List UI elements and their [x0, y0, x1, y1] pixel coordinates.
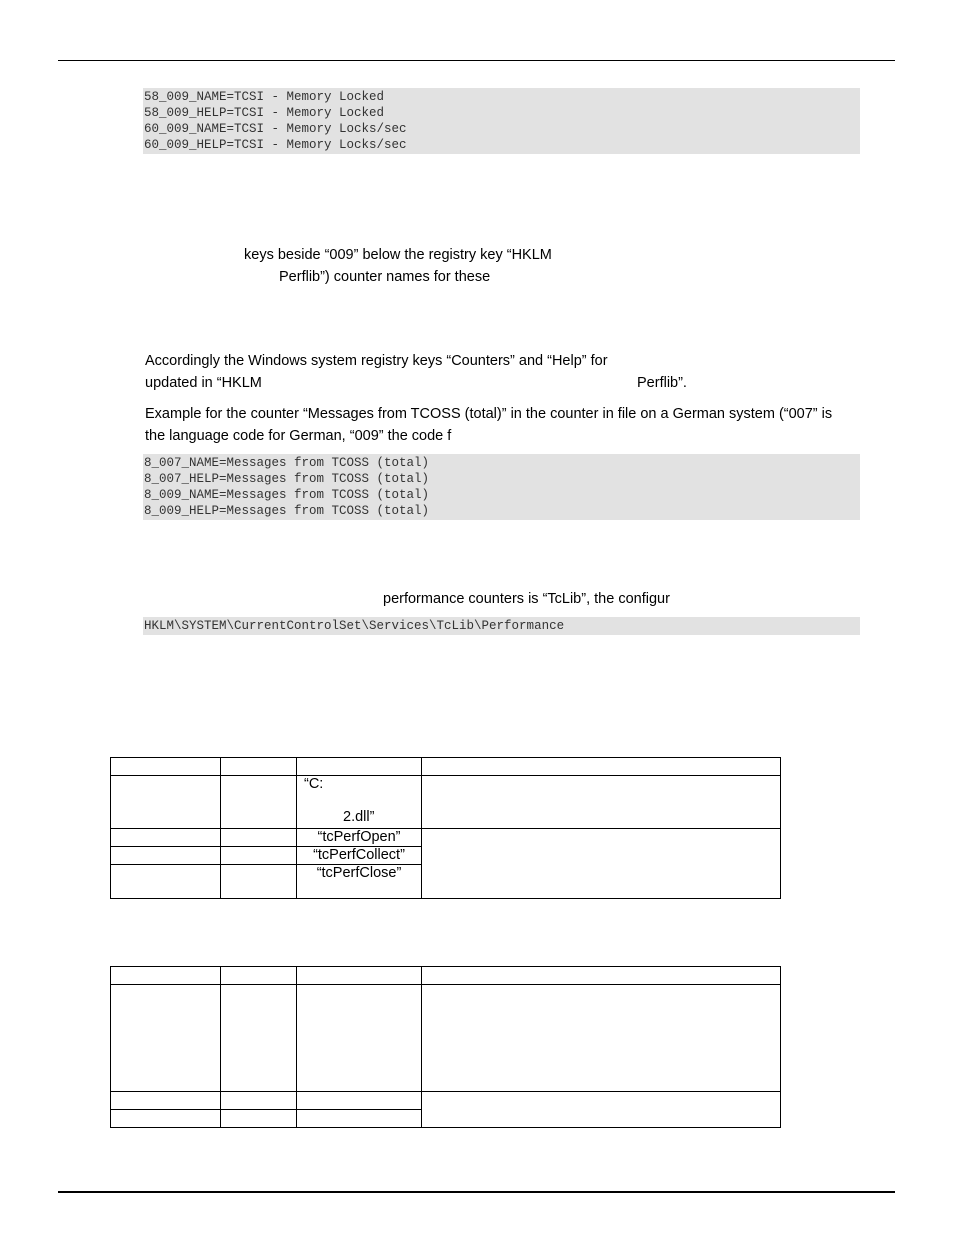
paragraph-registry-update-line2-end: Perflib”. [637, 375, 687, 391]
paragraph-line: the language code for German, “009” the code f [145, 428, 452, 444]
table-cell [111, 758, 221, 776]
table-cell [111, 847, 221, 865]
table-cell [111, 776, 221, 829]
table-cell [297, 1110, 422, 1128]
code-line: 60_009_HELP=TCSI - Memory Locks/sec [144, 138, 407, 152]
table-cell [221, 776, 297, 829]
code-block-messages-example [143, 454, 860, 520]
table-performance-settings [110, 966, 781, 1128]
table-cell [297, 1092, 422, 1110]
header-rule [58, 60, 895, 61]
table-cell [221, 1110, 297, 1128]
paragraph-registry-update-line1: Accordingly the Windows system registry keys “Counters” and “Help” for [145, 353, 608, 369]
paragraph-example-german [145, 403, 890, 447]
table-cell [422, 758, 781, 776]
table-cell [111, 829, 221, 847]
table-row [111, 985, 781, 1092]
table-cell [111, 985, 221, 1092]
table-cell-open-value: “tcPerfOpen” [297, 829, 422, 847]
code-line: 8_007_HELP=Messages from TCOSS (total) [144, 472, 430, 486]
table-cell [422, 1092, 781, 1128]
table-cell [422, 776, 781, 829]
table-cell [111, 1110, 221, 1128]
table-cell [422, 967, 781, 985]
dll-path-start: “C: [304, 776, 324, 792]
table-performance-config [110, 757, 781, 899]
text-fragment-registry-keys: keys beside “009” below the registry key “HKLM [244, 247, 552, 263]
code-line: HKLM\SYSTEM\CurrentControlSet\Services\TcLib\Performance [144, 619, 565, 633]
table-cell [297, 967, 422, 985]
table-cell [221, 1092, 297, 1110]
text-fragment-perflib: Perflib”) counter names for these [279, 269, 491, 285]
table-cell [111, 865, 221, 899]
table-cell [111, 967, 221, 985]
code-block-counter-ini [143, 88, 860, 154]
table-row [111, 1092, 781, 1110]
code-line: 60_009_NAME=TCSI - Memory Locks/sec [144, 122, 407, 136]
code-line: 58_009_HELP=TCSI - Memory Locked [144, 106, 385, 120]
table-cell-dll-value [297, 776, 422, 829]
code-line: 8_009_HELP=Messages from TCOSS (total) [144, 504, 430, 518]
code-line: 8_009_NAME=Messages from TCOSS (total) [144, 488, 430, 502]
table-cell [297, 985, 422, 1092]
code-line: 8_007_NAME=Messages from TCOSS (total) [144, 456, 430, 470]
text-fragment-tclib: performance counters is “TcLib”, the configur [383, 591, 670, 607]
table-cell [297, 758, 422, 776]
code-block-registry-path [143, 617, 860, 635]
table-header-row [111, 967, 781, 985]
table-cell [221, 829, 297, 847]
footer-rule [58, 1191, 895, 1193]
paragraph-line: Example for the counter “Messages from TCOSS (total)” in the counter in file on a German system (“007” is [145, 406, 833, 422]
code-line: 58_009_NAME=TCSI - Memory Locked [144, 90, 385, 104]
table-header-row [111, 758, 781, 776]
paragraph-registry-update-line2: updated in “HKLM [145, 375, 262, 391]
table-cell [422, 829, 781, 899]
table-cell [111, 1092, 221, 1110]
table-row [111, 776, 781, 829]
table-cell [221, 967, 297, 985]
table-cell [221, 865, 297, 899]
dll-path-end: 2.dll” [343, 809, 375, 825]
table-row [111, 829, 781, 847]
table-cell-collect-value: “tcPerfCollect” [297, 847, 422, 865]
table-cell-close-value: “tcPerfClose” [297, 865, 422, 899]
table-cell [221, 758, 297, 776]
table-cell [221, 985, 297, 1092]
table-cell [221, 847, 297, 865]
table-cell [422, 985, 781, 1092]
